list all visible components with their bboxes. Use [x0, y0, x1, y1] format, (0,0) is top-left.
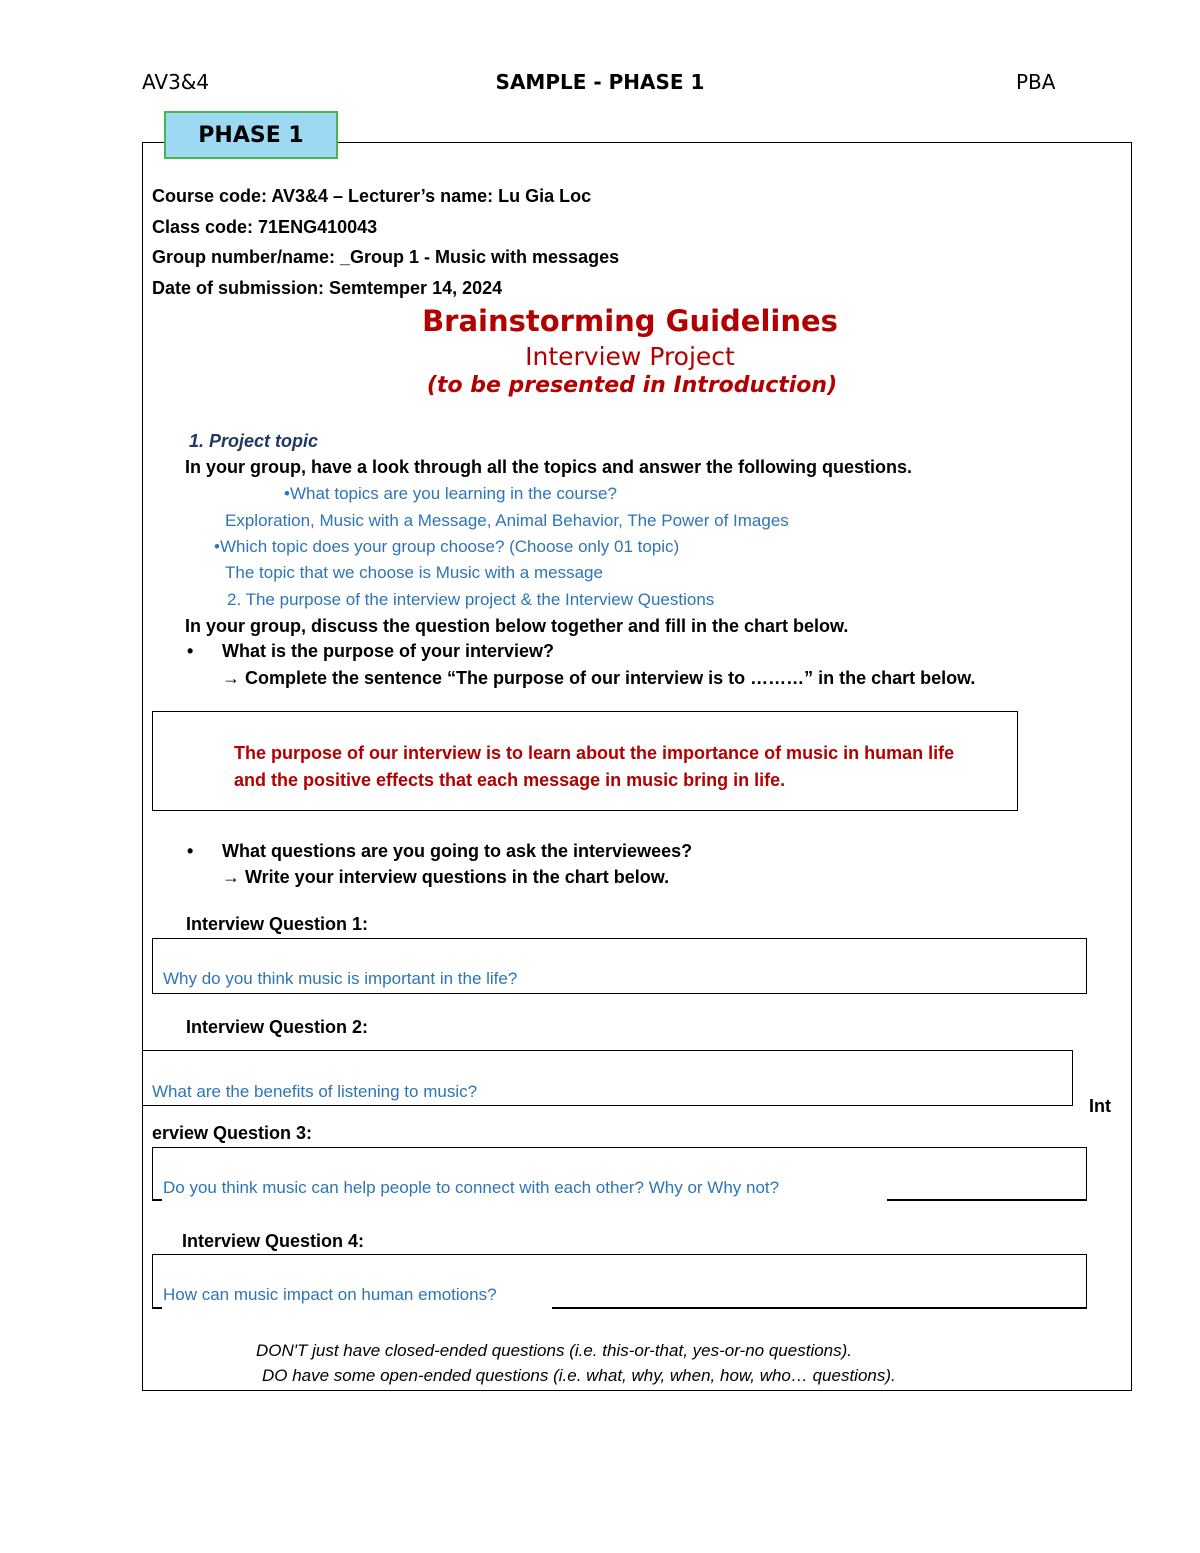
question-3-underline-right	[887, 1199, 1087, 1201]
topic-answer-1: Exploration, Music with a Message, Animal Behavior, The Power of Images	[225, 511, 789, 530]
question-3-label-end: erview Question 3:	[152, 1123, 313, 1143]
question-2-answer: What are the benefits of listening to music?	[152, 1082, 478, 1101]
question-2-label: Interview Question 2:	[186, 1017, 369, 1037]
course-code: Course code: AV3&4 – Lecturer’s name: Lu Gia Loc	[152, 186, 592, 206]
doc-subtitle: Interview Project	[525, 342, 735, 371]
class-code: Class code: 71ENG410043	[152, 217, 378, 237]
topic-question-2: •Which topic does your group choose? (Choose only 01 topic)	[214, 537, 680, 556]
header-right: PBA	[1016, 70, 1056, 94]
group-name: Group number/name: _Group 1 - Music with messages	[152, 247, 620, 267]
bullet-dot: •	[187, 641, 194, 661]
phase-tab: PHASE 1	[164, 111, 338, 159]
section1-instruction: In your group, have a look through all the topics and answer the following questions.	[185, 457, 913, 477]
questions-prompt: What questions are you going to ask the interviewees?	[222, 841, 693, 861]
question-3-underline-left	[152, 1199, 162, 1201]
question-3-label-start: Int	[1089, 1096, 1111, 1116]
question-3-answer: Do you think music can help people to connect with each other? Why or Why not?	[163, 1178, 780, 1197]
topic-question-1: •What topics are you learning in the course?	[284, 484, 617, 503]
question-4-answer: How can music impact on human emotions?	[163, 1285, 497, 1304]
section2-heading: 2. The purpose of the interview project & the Interview Questions	[227, 590, 715, 609]
submission-date: Date of submission: Semtemper 14, 2024	[152, 278, 503, 298]
doc-title: Brainstorming Guidelines	[422, 304, 838, 338]
section2-instruction: In your group, discuss the question below together and fill in the chart below.	[185, 616, 849, 636]
purpose-question: What is the purpose of your interview?	[222, 641, 555, 661]
purpose-line-1: The purpose of our interview is to learn about the importance of music in human life	[234, 743, 955, 763]
header-title: SAMPLE - PHASE 1	[495, 70, 705, 94]
header-left: AV3&4	[142, 70, 210, 94]
doc-note: (to be presented in Introduction)	[426, 373, 838, 398]
note-open-ended: DO have some open-ended questions (i.e. what, why, when, how, who… questions).	[262, 1366, 896, 1385]
question-1-label: Interview Question 1:	[186, 914, 369, 934]
question-1-answer: Why do you think music is important in the life?	[163, 969, 518, 988]
bullet-dot: •	[187, 841, 194, 861]
question-4-underline-left	[152, 1307, 162, 1309]
topic-answer-2: The topic that we choose is Music with a message	[225, 563, 603, 582]
question-4-label: Interview Question 4:	[182, 1231, 365, 1251]
questions-instruction: → Write your interview questions in the chart below.	[222, 867, 670, 887]
purpose-line-2: and the positive effects that each message in music bring in life.	[234, 770, 786, 790]
purpose-instruction: → Complete the sentence “The purpose of our interview is to ………” in the chart below.	[222, 668, 976, 688]
question-4-underline-right	[552, 1307, 1087, 1309]
note-closed-ended: DON'T just have closed-ended questions (i.e. this-or-that, yes-or-no questions).	[256, 1341, 853, 1360]
section1-heading: 1. Project topic	[189, 431, 319, 451]
